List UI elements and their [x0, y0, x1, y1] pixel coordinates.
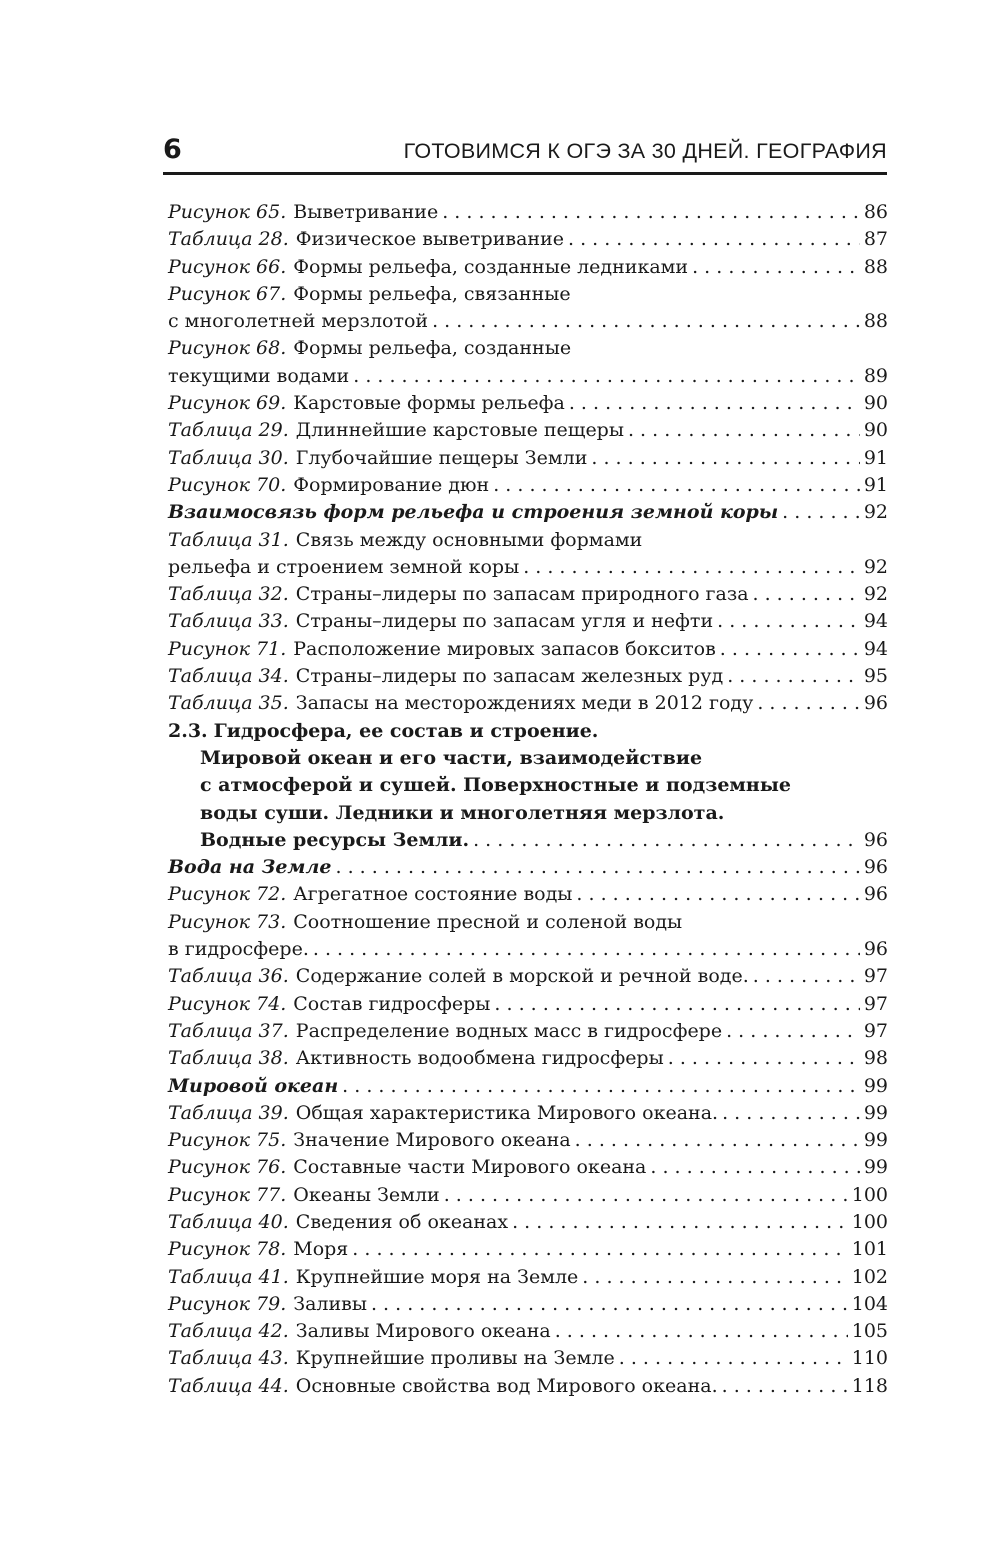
entry-title: Формы рельефа, созданные — [293, 337, 572, 360]
toc-entry — [168, 963, 888, 990]
entry-label: Рисунок 71. — [168, 637, 287, 660]
page-ref: 90 — [863, 392, 888, 415]
page-ref: 96 — [863, 938, 888, 961]
dot-leader — [668, 1045, 860, 1072]
page-ref: 92 — [863, 501, 888, 524]
dot-leader — [352, 1236, 847, 1263]
entry-label: Рисунок 77. — [168, 1183, 287, 1206]
page-ref: 88 — [863, 255, 888, 278]
entry-label: Таблица 40. — [168, 1210, 289, 1233]
toc-entry-continuation — [168, 936, 888, 963]
toc-section-entry — [168, 854, 888, 881]
toc-entry — [168, 199, 888, 226]
page-ref: 94 — [863, 610, 888, 633]
entry-label: Рисунок 65. — [168, 201, 287, 223]
toc-entry-continuation — [168, 308, 888, 335]
chapter-heading-line — [168, 827, 888, 854]
page-ref: 99 — [863, 1101, 888, 1124]
entry-title: Расположение мировых запасов бокситов — [293, 637, 716, 660]
toc-entry — [168, 254, 888, 281]
entry-label: Таблица 30. — [168, 446, 289, 469]
page-ref: 104 — [851, 1292, 888, 1315]
entry-title: Распределение водных масс в гидросфере — [295, 1019, 723, 1042]
toc-entry — [168, 1345, 888, 1372]
entry-label: Таблица 42. — [168, 1320, 289, 1343]
page-number: 6 — [163, 134, 182, 165]
page-ref: 96 — [863, 828, 888, 851]
page-ref: 99 — [863, 1129, 888, 1152]
entry-label: Таблица 32. — [168, 583, 289, 606]
section-title: Вода на Земле — [168, 856, 332, 879]
page-header — [163, 128, 887, 172]
entry-title: Длиннейшие карстовые пещеры — [295, 419, 624, 442]
chapter-title-line: с атмосферой и сушей. Поверхностные и подземные — [200, 774, 791, 797]
toc-entry — [168, 226, 888, 253]
chapter-heading-line — [168, 718, 888, 745]
toc-entry — [168, 1318, 888, 1345]
entry-title-continuation: в гидросфере. — [168, 938, 309, 961]
dot-leader — [432, 308, 860, 335]
page-ref: 92 — [863, 555, 888, 578]
toc-entry — [168, 390, 888, 417]
entry-label: Рисунок 78. — [168, 1238, 287, 1261]
chapter-number: 2.3. — [168, 719, 208, 742]
toc-entry-continuation — [168, 363, 888, 390]
page-ref: 97 — [863, 1019, 888, 1042]
dot-leader — [575, 1127, 860, 1154]
entry-label: Таблица 43. — [168, 1347, 289, 1370]
page-ref: 100 — [851, 1210, 888, 1233]
entry-title: Крупнейшие проливы на Земле — [295, 1347, 615, 1370]
entry-title: Агрегатное состояние воды — [293, 883, 573, 906]
running-title: ГОТОВИМСЯ К ОГЭ ЗА 30 ДНЕЙ. ГЕОГРАФИЯ — [403, 139, 887, 163]
entry-label: Рисунок 70. — [168, 473, 287, 496]
entry-title: Заливы Мирового океана — [295, 1320, 551, 1343]
dot-leader — [722, 1100, 860, 1127]
dot-leader — [722, 1373, 848, 1400]
entry-label: Таблица 31. — [168, 528, 289, 551]
dot-leader — [353, 363, 860, 390]
entry-title-continuation: текущими водами — [168, 364, 350, 387]
section-title: Мировой океан — [168, 1074, 339, 1097]
entry-label: Таблица 29. — [168, 419, 289, 442]
entry-label: Рисунок 72. — [168, 883, 287, 906]
entry-title: Страны–лидеры по запасам природного газа — [295, 583, 749, 606]
dot-leader — [628, 417, 860, 444]
page-ref: 98 — [863, 1047, 888, 1070]
entry-title: Крупнейшие моря на Земле — [295, 1265, 579, 1288]
dot-leader — [692, 254, 860, 281]
toc-entry — [168, 991, 888, 1018]
toc-entry — [168, 1154, 888, 1181]
chapter-title-line: Гидросфера, ее состав и строение. — [213, 719, 599, 742]
dot-leader — [650, 1154, 859, 1181]
chapter-heading-line — [168, 745, 888, 772]
entry-title: Формы рельефа, созданные ледниками — [293, 255, 689, 278]
dot-leader — [727, 663, 860, 690]
entry-label: Рисунок 68. — [168, 337, 287, 360]
page-ref: 88 — [863, 310, 888, 333]
page-ref: 91 — [863, 446, 888, 469]
entry-title: Страны–лидеры по запасам железных руд — [295, 665, 724, 688]
dot-leader — [591, 445, 859, 472]
table-of-contents — [168, 199, 888, 1400]
entry-title: Физическое выветривание — [295, 228, 564, 251]
entry-label: Рисунок 66. — [168, 255, 287, 278]
entry-title: Формы рельефа, связанные — [293, 282, 571, 305]
page-ref: 87 — [863, 228, 888, 251]
page-ref: 94 — [863, 637, 888, 660]
dot-leader — [444, 1182, 848, 1209]
entry-title: Карстовые формы рельефа — [293, 392, 565, 415]
entry-title: Запасы на месторождениях меди в 2012 году — [295, 692, 754, 715]
entry-title-continuation: с многолетней мерзлотой — [168, 310, 429, 333]
entry-title-continuation: рельефа и строением земной коры — [168, 555, 520, 578]
dot-leader — [512, 1209, 848, 1236]
entry-label: Таблица 34. — [168, 665, 289, 688]
dot-leader — [582, 1264, 847, 1291]
entry-label: Рисунок 79. — [168, 1292, 287, 1315]
page-ref: 89 — [863, 364, 888, 387]
page-ref: 96 — [863, 692, 888, 715]
dot-leader — [473, 827, 860, 854]
toc-entry — [168, 1045, 888, 1072]
page-ref: 96 — [863, 856, 888, 879]
dot-leader — [371, 1291, 848, 1318]
dot-leader — [720, 636, 860, 663]
toc-entry — [168, 1127, 888, 1154]
toc-entry — [168, 909, 888, 936]
dot-leader — [717, 608, 860, 635]
entry-title: Глубочайшие пещеры Земли — [295, 446, 588, 469]
dot-leader — [726, 1018, 860, 1045]
entry-title: Состав гидросферы — [293, 992, 491, 1015]
dot-leader — [757, 690, 860, 717]
entry-label: Таблица 36. — [168, 965, 289, 988]
entry-label: Таблица 38. — [168, 1047, 289, 1070]
toc-entry — [168, 608, 888, 635]
page-ref: 102 — [851, 1265, 888, 1288]
toc-section-entry — [168, 499, 888, 526]
chapter-title-line: Водные ресурсы Земли. — [200, 828, 470, 851]
toc-entry — [168, 1291, 888, 1318]
chapter-title-line: Мировой океан и его части, взаимодействие — [200, 746, 703, 769]
page-ref: 101 — [851, 1238, 888, 1261]
entry-label: Таблица 41. — [168, 1265, 289, 1288]
entry-title: Составные части Мирового океана — [293, 1156, 647, 1179]
dot-leader — [753, 581, 860, 608]
page-ref: 92 — [863, 583, 888, 606]
entry-label: Рисунок 76. — [168, 1156, 287, 1179]
dot-leader — [494, 991, 859, 1018]
entry-title: Соотношение пресной и соленой воды — [293, 910, 683, 933]
page-ref: 96 — [863, 883, 888, 906]
toc-entry — [168, 335, 888, 362]
entry-label: Таблица 37. — [168, 1019, 289, 1042]
page-ref: 110 — [851, 1347, 888, 1370]
dot-leader — [493, 472, 860, 499]
page-ref: 95 — [863, 665, 888, 688]
entry-title: Страны–лидеры по запасам угля и нефти — [295, 610, 714, 633]
page-ref: 97 — [863, 965, 888, 988]
toc-entry — [168, 1264, 888, 1291]
entry-label: Рисунок 75. — [168, 1129, 287, 1152]
entry-label: Рисунок 74. — [168, 992, 287, 1015]
toc-entry — [168, 636, 888, 663]
page-ref: 99 — [863, 1156, 888, 1179]
toc-entry — [168, 281, 888, 308]
dot-leader — [442, 199, 860, 226]
toc-entry — [168, 1209, 888, 1236]
toc-entry — [168, 663, 888, 690]
toc-entry — [168, 581, 888, 608]
entry-title: Связь между основными формами — [295, 528, 643, 551]
dot-leader — [753, 963, 860, 990]
chapter-heading-line — [168, 772, 888, 799]
dot-leader — [782, 499, 860, 526]
entry-title: Общая характеристика Мирового океана. — [295, 1101, 719, 1124]
toc-entry — [168, 690, 888, 717]
dot-leader — [619, 1345, 848, 1372]
entry-title: Выветривание — [293, 201, 439, 223]
entry-title: Содержание солей в морской и речной воде. — [295, 965, 749, 988]
entry-title: Заливы — [293, 1292, 367, 1315]
page-ref: 118 — [851, 1374, 888, 1397]
toc-entry — [168, 881, 888, 908]
entry-label: Рисунок 69. — [168, 392, 287, 415]
entry-title: Активность водообмена гидросферы — [295, 1047, 664, 1070]
entry-title: Сведения об океанах — [295, 1210, 509, 1233]
page-ref: 99 — [863, 1074, 888, 1097]
toc-entry — [168, 527, 888, 554]
chapter-title-line: воды суши. Ледники и многолетняя мерзлота. — [200, 801, 725, 824]
toc-entry — [168, 445, 888, 472]
entry-label: Таблица 39. — [168, 1101, 289, 1124]
entry-label: Рисунок 67. — [168, 282, 287, 305]
dot-leader — [523, 554, 860, 581]
entry-label: Таблица 28. — [168, 228, 289, 251]
page-ref: 91 — [863, 473, 888, 496]
entry-title: Моря — [293, 1238, 349, 1261]
toc-section-entry — [168, 1073, 888, 1100]
dot-leader — [336, 854, 860, 881]
page-ref: 86 — [863, 201, 888, 223]
section-title: Взаимосвязь форм рельефа и строения земной коры — [168, 501, 779, 524]
toc-entry — [168, 1182, 888, 1209]
toc-entry — [168, 472, 888, 499]
header-rule — [163, 172, 887, 175]
dot-leader — [313, 936, 860, 963]
toc-entry-continuation — [168, 554, 888, 581]
toc-entry — [168, 1018, 888, 1045]
entry-title: Формирование дюн — [293, 473, 490, 496]
entry-label: Таблица 44. — [168, 1374, 289, 1397]
dot-leader — [576, 881, 859, 908]
dot-leader — [568, 226, 860, 253]
chapter-heading-line — [168, 800, 888, 827]
entry-label: Таблица 33. — [168, 610, 289, 633]
dot-leader — [342, 1073, 860, 1100]
toc-entry — [168, 1236, 888, 1263]
entry-title: Основные свойства вод Мирового океана. — [295, 1374, 718, 1397]
toc-entry — [168, 1373, 888, 1400]
page-ref: 105 — [851, 1320, 888, 1343]
page-ref: 100 — [851, 1183, 888, 1206]
toc-entry — [168, 1100, 888, 1127]
entry-title: Значение Мирового океана — [293, 1129, 571, 1152]
entry-title: Океаны Земли — [293, 1183, 440, 1206]
dot-leader — [555, 1318, 848, 1345]
toc-entry — [168, 417, 888, 444]
page-ref: 97 — [863, 992, 888, 1015]
page-ref: 90 — [863, 419, 888, 442]
entry-label: Рисунок 73. — [168, 910, 287, 933]
dot-leader — [569, 390, 860, 417]
entry-label: Таблица 35. — [168, 692, 289, 715]
